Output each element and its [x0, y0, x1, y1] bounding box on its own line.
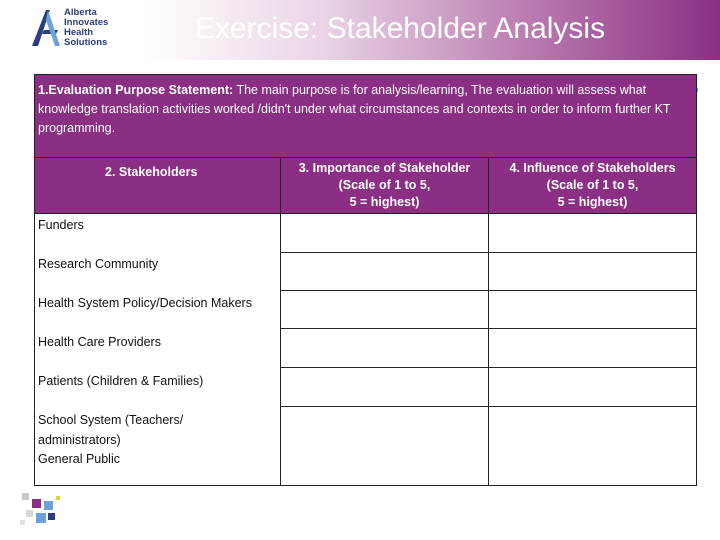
influence-cell[interactable] — [489, 253, 697, 291]
importance-cell[interactable] — [281, 407, 489, 486]
purpose-statement — [35, 75, 697, 158]
importance-cell[interactable] — [281, 329, 489, 368]
page-title: Exercise: Stakeholder Analysis — [194, 12, 606, 45]
slide-header — [0, 0, 720, 60]
influence-column-header: 4. Influence of Stakeholders (Scale of 1 to 5, 5 = highest) — [489, 158, 697, 214]
importance-cell[interactable] — [281, 253, 489, 291]
stakeholder-item: Funders — [38, 218, 84, 232]
stakeholder-item: Research Community — [38, 257, 159, 271]
stakeholders-column-header: 2. Stakeholders — [35, 158, 281, 214]
stakeholder-item: Health System Policy/Decision Makers — [38, 296, 252, 310]
stakeholder-item: Health Care Providers — [38, 335, 161, 349]
decorative-squares-icon — [18, 493, 68, 527]
influence-cell[interactable] — [489, 329, 697, 368]
influence-cell[interactable] — [489, 214, 697, 253]
stakeholder-item: General Public — [38, 452, 120, 466]
stakeholder-item: Patients (Children & Families) — [38, 374, 204, 388]
logo-a-mark-icon — [28, 6, 62, 48]
stakeholder-list — [35, 214, 281, 486]
stakeholder-table — [34, 74, 697, 486]
purpose-label: 1.Evaluation Purpose Statement: — [38, 83, 234, 97]
alberta-innovates-logo — [28, 6, 138, 50]
importance-column-header: 3. Importance of Stakeholder (Scale of 1 to 5, 5 = highest) — [281, 158, 489, 214]
influence-cell[interactable] — [489, 368, 697, 407]
stakeholder-item: School System (Teachers/ — [38, 413, 184, 427]
logo-wordmark: Alberta Innovates Health Solutions — [64, 7, 109, 48]
purpose-text: The main purpose is for analysis/learning, The evaluation will assess what knowledge translation activities worked /didn't under what circumstances and contexts in order to inform further KT programming. — [38, 83, 671, 135]
importance-cell[interactable] — [281, 214, 489, 253]
importance-cell[interactable] — [281, 368, 489, 407]
influence-cell[interactable] — [489, 407, 697, 486]
influence-cell[interactable] — [489, 291, 697, 329]
stakeholder-item: administrators) — [38, 432, 121, 447]
importance-cell[interactable] — [281, 291, 489, 329]
